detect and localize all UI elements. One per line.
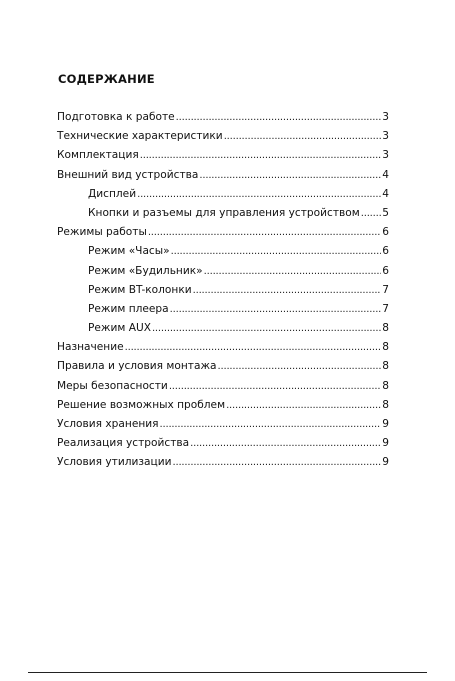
toc-entry-page: 9 <box>382 437 389 450</box>
toc-entry <box>57 357 389 376</box>
toc-leader-dots <box>190 434 381 453</box>
toc-leader-dots <box>137 185 381 204</box>
toc-entry-label: Дисплей <box>88 187 137 200</box>
toc-entry-page: 6 <box>382 264 389 277</box>
toc-entry-label: Реализация устройства <box>57 437 190 450</box>
toc-entry-label: Кнопки и разъемы для управления устройством <box>88 206 360 219</box>
toc-entry-label: Подготовка к работе <box>57 111 175 123</box>
toc-entry <box>57 127 389 146</box>
toc-entry-page: 3 <box>382 130 389 143</box>
toc-entry <box>57 453 389 472</box>
bottom-divider <box>28 672 427 673</box>
toc-entry-label: Решение возможных проблем <box>57 398 226 411</box>
toc-entry-page: 7 <box>382 302 389 315</box>
toc-entry-page: 4 <box>382 187 389 200</box>
toc-leader-dots <box>224 127 382 146</box>
toc-entry <box>57 319 389 338</box>
toc-entry <box>57 166 389 185</box>
toc-entry <box>57 300 389 319</box>
toc-entry <box>57 223 389 242</box>
toc-leader-dots <box>226 396 381 415</box>
toc-entry-page: 8 <box>382 379 389 392</box>
toc-entry-label: Назначение <box>57 341 124 354</box>
toc-leader-dots <box>171 242 382 261</box>
toc-leader-dots <box>176 108 382 127</box>
toc-entry-page: 9 <box>382 456 389 469</box>
toc-entry-page: 8 <box>382 398 389 411</box>
toc-leader-dots <box>170 300 382 319</box>
toc-entry <box>57 146 389 165</box>
toc-entry-label: Режимы работы <box>57 226 147 239</box>
toc-entry-label: Режим «Будильник» <box>88 264 203 277</box>
table-of-contents <box>57 108 389 473</box>
toc-entry-label: Условия утилизации <box>57 456 172 469</box>
toc-leader-dots <box>193 281 382 300</box>
toc-entry-label: Режим «Часы» <box>88 245 170 258</box>
toc-entry <box>57 262 389 281</box>
toc-leader-dots <box>152 319 381 338</box>
toc-leader-dots <box>169 377 381 396</box>
toc-leader-dots <box>204 262 382 281</box>
page-title: СОДЕРЖАНИЕ <box>58 72 155 86</box>
toc-leader-dots <box>140 146 382 165</box>
toc-entry-page: 5 <box>382 206 389 219</box>
toc-leader-dots <box>199 166 381 185</box>
toc-entry-page: 7 <box>382 283 389 296</box>
toc-entry <box>57 242 389 261</box>
toc-entry <box>57 281 389 300</box>
toc-entry-page: 8 <box>382 360 389 373</box>
toc-entry-page: 8 <box>382 341 389 354</box>
toc-entry <box>57 415 389 434</box>
toc-entry <box>57 434 389 453</box>
toc-entry-label: Внешний вид устройства <box>57 168 199 181</box>
toc-leader-dots <box>173 453 382 472</box>
toc-leader-dots <box>148 223 381 242</box>
toc-entry-label: Комплектация <box>57 149 139 162</box>
toc-entry <box>57 377 389 396</box>
toc-entry-label: Условия хранения <box>57 418 159 430</box>
toc-entry-label: Режим BT-колонки <box>88 283 192 296</box>
toc-leader-dots <box>125 338 382 357</box>
toc-entry-page: 6 <box>382 245 389 258</box>
toc-entry-page: 3 <box>382 149 389 162</box>
toc-entry-page: 8 <box>382 322 389 335</box>
toc-leader-dots <box>218 357 382 376</box>
toc-entry-label: Правила и условия монтажа <box>57 360 217 373</box>
toc-leader-dots <box>361 204 382 223</box>
toc-entry-page: 9 <box>382 418 389 430</box>
toc-entry <box>57 185 389 204</box>
toc-entry-label: Режим плеера <box>88 302 169 315</box>
toc-leader-dots <box>160 415 382 434</box>
toc-entry <box>57 204 389 223</box>
toc-entry-label: Режим AUX <box>88 322 151 335</box>
toc-entry <box>57 338 389 357</box>
toc-entry-page: 6 <box>382 226 389 239</box>
toc-entry <box>57 396 389 415</box>
toc-entry-label: Технические характеристики <box>57 130 223 143</box>
toc-entry-label: Меры безопасности <box>57 379 168 392</box>
toc-entry <box>57 108 389 127</box>
toc-entry-page: 4 <box>382 168 389 181</box>
toc-entry-page: 3 <box>382 111 389 123</box>
